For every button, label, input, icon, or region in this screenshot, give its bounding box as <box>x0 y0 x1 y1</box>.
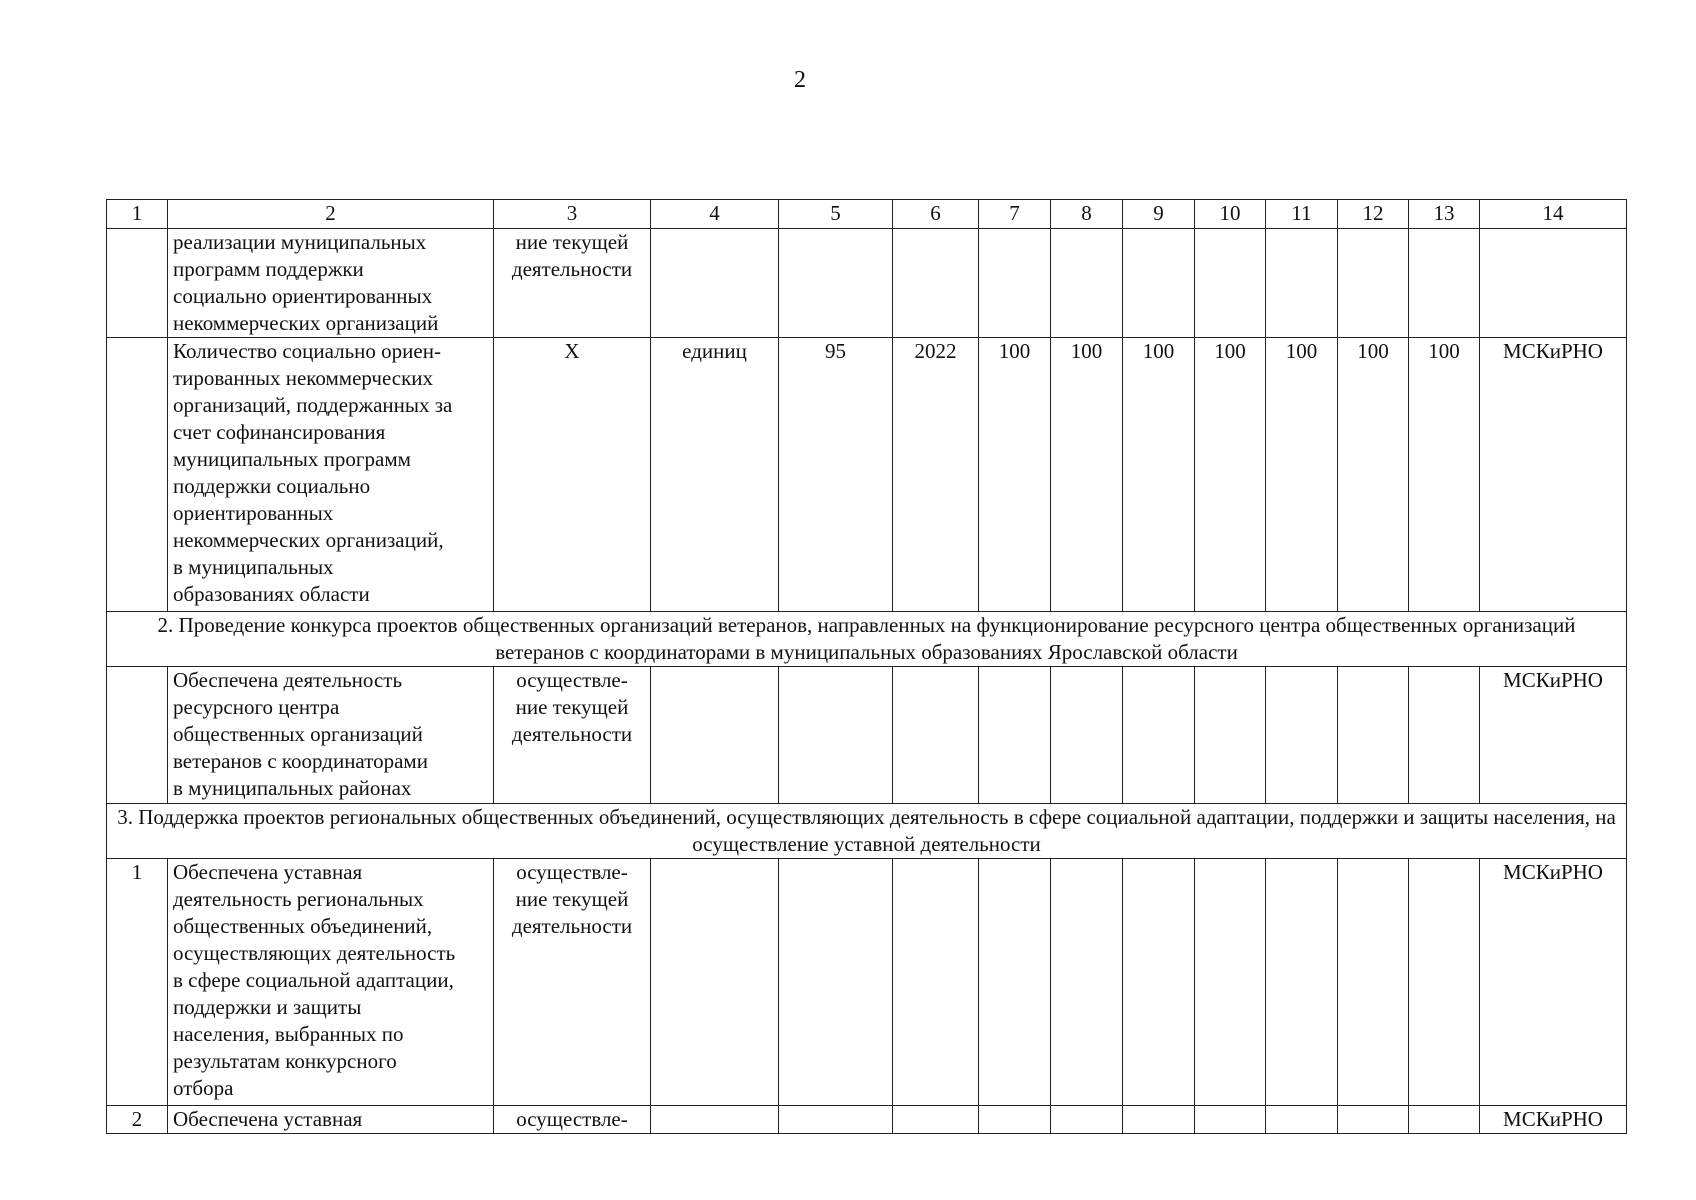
indicator-name-line: программ поддержки <box>173 257 364 281</box>
indicator-name-line: некоммерческих организаций <box>173 311 439 335</box>
header-cell: 9 <box>1123 200 1195 229</box>
executor-cell: МСКиРНО <box>1480 667 1627 804</box>
table-row <box>107 859 1627 1106</box>
header-cell: 14 <box>1480 200 1627 229</box>
row-number: 1 <box>107 859 168 1106</box>
value-cell <box>1409 859 1480 1106</box>
indicator-name <box>168 859 494 1106</box>
indicator-type-line: осуществле- <box>516 860 628 884</box>
section-row <box>107 612 1627 667</box>
unit-cell: единиц <box>651 338 779 612</box>
indicator-name-line: образованиях области <box>173 582 370 606</box>
value-cell <box>979 1106 1051 1134</box>
indicator-name-line: некоммерческих организаций, <box>173 528 444 552</box>
executor-cell <box>1480 229 1627 338</box>
indicator-type <box>494 859 651 1106</box>
value-cell <box>1338 1106 1409 1134</box>
value-cell: 100 <box>1266 338 1338 612</box>
value-cell: 100 <box>1338 338 1409 612</box>
header-cell: 1 <box>107 200 168 229</box>
value-cell <box>1266 859 1338 1106</box>
indicator-name-line: Обеспечена деятельность <box>173 668 403 692</box>
base-value-cell: 95 <box>779 338 893 612</box>
header-cell: 3 <box>494 200 651 229</box>
indicator-name-line: населения, выбранных по <box>173 1022 404 1046</box>
value-cell <box>1266 229 1338 338</box>
indicator-name-line: тированных некоммерческих <box>173 366 434 390</box>
indicator-name-line: муниципальных программ <box>173 447 411 471</box>
unit-cell <box>651 859 779 1106</box>
unit-cell <box>651 229 779 338</box>
indicator-name-line: отбора <box>173 1076 234 1100</box>
value-cell <box>1338 667 1409 804</box>
base-value-cell <box>779 229 893 338</box>
value-cell: 100 <box>979 338 1051 612</box>
header-cell: 13 <box>1409 200 1480 229</box>
executor-cell: МСКиРНО <box>1480 1106 1627 1134</box>
value-cell <box>1123 1106 1195 1134</box>
value-cell <box>1051 1106 1123 1134</box>
indicator-type-line: деятельности <box>511 914 633 938</box>
header-cell: 8 <box>1051 200 1123 229</box>
indicator-type <box>494 1106 651 1134</box>
base-year-cell <box>893 859 979 1106</box>
value-cell <box>1051 667 1123 804</box>
base-year-cell: 2022 <box>893 338 979 612</box>
indicator-type-line: осуществле- <box>516 1107 628 1131</box>
indicator-name-line: в муниципальных районах <box>173 776 412 800</box>
row-number <box>107 338 168 612</box>
value-cell <box>1338 859 1409 1106</box>
indicator-type-line: ние текущей <box>515 695 629 719</box>
base-year-cell <box>893 229 979 338</box>
value-cell <box>1409 667 1480 804</box>
executor-cell: МСКиРНО <box>1480 338 1627 612</box>
value-cell <box>1195 859 1266 1106</box>
indicator-name-line: ветеранов с координаторами <box>173 749 428 773</box>
table-header-row <box>107 200 1627 229</box>
indicator-type-line: ние текущей <box>515 230 629 254</box>
table-row <box>107 1106 1627 1134</box>
indicator-name-line: организаций, поддержанных за <box>173 393 453 417</box>
header-cell: 12 <box>1338 200 1409 229</box>
row-number <box>107 667 168 804</box>
indicator-name-line: Количество социально ориен- <box>173 339 441 363</box>
indicator-name-line: общественных объединений, <box>173 914 433 938</box>
value-cell <box>1195 1106 1266 1134</box>
value-cell <box>979 859 1051 1106</box>
indicator-name-line: счет софинансирования <box>173 420 386 444</box>
value-cell <box>1051 229 1123 338</box>
value-cell <box>1409 229 1480 338</box>
unit-cell <box>651 667 779 804</box>
indicator-type-line: Х <box>564 339 580 363</box>
header-cell: 5 <box>779 200 893 229</box>
indicator-name-line: социально ориентированных <box>173 284 433 308</box>
indicator-name <box>168 338 494 612</box>
value-cell <box>1051 859 1123 1106</box>
indicator-name-line: ресурсного центра <box>173 695 340 719</box>
row-number: 2 <box>107 1106 168 1134</box>
indicator-type <box>494 229 651 338</box>
value-cell <box>1409 1106 1480 1134</box>
indicator-type <box>494 338 651 612</box>
value-cell: 100 <box>1051 338 1123 612</box>
indicator-name <box>168 1106 494 1134</box>
base-year-cell <box>893 1106 979 1134</box>
value-cell <box>1123 859 1195 1106</box>
section-heading: 2. Проведение конкурса проектов общественных организаций ветеранов, направленных на функционирование ресурсного центра общественных организаций ветеранов с координаторами в муниципальных образованиях Ярославской области <box>107 612 1627 667</box>
indicator-name-line: общественных организаций <box>173 722 423 746</box>
indicator-name-line: поддержки социально <box>173 474 371 498</box>
value-cell <box>1195 667 1266 804</box>
header-cell: 11 <box>1266 200 1338 229</box>
base-value-cell <box>779 1106 893 1134</box>
indicator-name <box>168 229 494 338</box>
unit-cell <box>651 1106 779 1134</box>
value-cell <box>1123 229 1195 338</box>
value-cell <box>1195 229 1266 338</box>
indicator-name-line: результатам конкурсного <box>173 1049 397 1073</box>
header-cell: 10 <box>1195 200 1266 229</box>
indicators-table <box>106 199 1627 1134</box>
value-cell <box>1266 667 1338 804</box>
page-number: 2 <box>794 67 806 93</box>
indicator-type-line: деятельности <box>511 257 633 281</box>
value-cell: 100 <box>1123 338 1195 612</box>
base-value-cell <box>779 667 893 804</box>
indicator-name-line: поддержки и защиты <box>173 995 362 1019</box>
indicator-name-line: в муниципальных <box>173 555 334 579</box>
value-cell <box>979 229 1051 338</box>
section-row <box>107 804 1627 859</box>
indicator-type-line: ние текущей <box>515 887 629 911</box>
indicator-name-line: ориентированных <box>173 501 334 525</box>
base-value-cell <box>779 859 893 1106</box>
indicator-type-line: деятельности <box>511 722 633 746</box>
table-row <box>107 667 1627 804</box>
executor-cell: МСКиРНО <box>1480 859 1627 1106</box>
indicator-name-line: осуществляющих деятельность <box>173 941 456 965</box>
header-cell: 2 <box>168 200 494 229</box>
indicator-name-line: реализации муниципальных <box>173 230 427 254</box>
indicator-type <box>494 667 651 804</box>
header-cell: 4 <box>651 200 779 229</box>
base-year-cell <box>893 667 979 804</box>
value-cell <box>1338 229 1409 338</box>
value-cell: 100 <box>1409 338 1480 612</box>
value-cell <box>1123 667 1195 804</box>
indicator-name-line: Обеспечена уставная <box>173 860 363 884</box>
value-cell <box>979 667 1051 804</box>
indicator-name-line: деятельность региональных <box>173 887 424 911</box>
table-row <box>107 338 1627 612</box>
indicator-name-line: в сфере социальной адаптации, <box>173 968 454 992</box>
row-number <box>107 229 168 338</box>
indicator-name-line: Обеспечена уставная <box>173 1107 363 1131</box>
indicator-type-line: осуществле- <box>516 668 628 692</box>
indicator-name <box>168 667 494 804</box>
table-row <box>107 229 1627 338</box>
value-cell <box>1266 1106 1338 1134</box>
header-cell: 6 <box>893 200 979 229</box>
value-cell: 100 <box>1195 338 1266 612</box>
header-cell: 7 <box>979 200 1051 229</box>
section-heading: 3. Поддержка проектов региональных общественных объединений, осуществляющих деятельность в сфере социальной адаптации, поддержки и защиты населения, на осуществление уставной деятельности <box>107 804 1627 859</box>
